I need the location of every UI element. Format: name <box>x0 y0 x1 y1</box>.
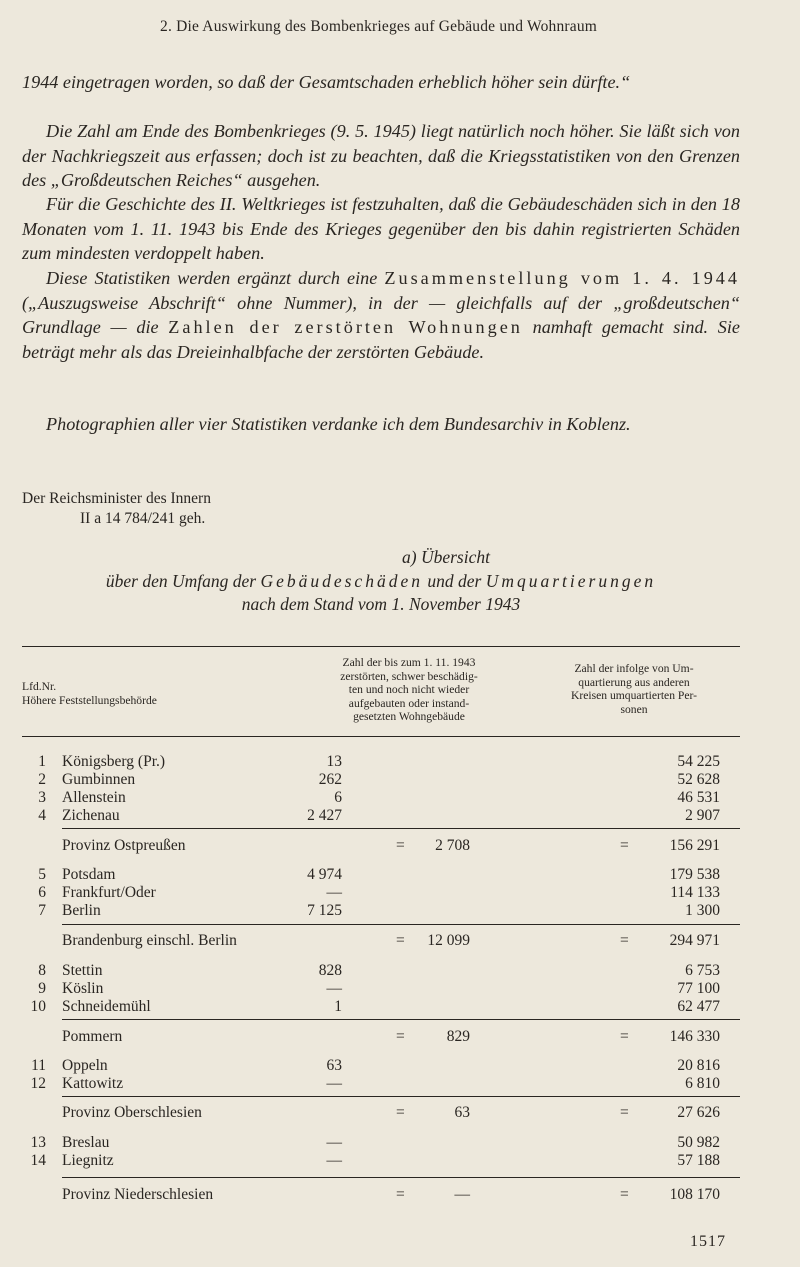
paragraph-1-text: 1944 eingetragen worden, so daß der Gesamtschaden erheblich höher sein dürfte.“ <box>22 72 631 92</box>
table-row <box>0 998 800 1018</box>
paragraph-3-text: Für die Geschichte des II. Weltkrieges ist festzuhalten, daß die Gebäudeschäden sich in den 18 Monaten vom 1. 11. 1943 bis Ende des Krieges gegenüber den bis dahin registrierten Schäden zum mindesten verdoppelt haben. <box>22 194 740 263</box>
subtotal-equals-sign: = <box>620 1186 629 1203</box>
col0-line-1: Lfd.Nr. <box>22 680 57 693</box>
row-relocated-persons: 77 100 <box>677 980 720 997</box>
paragraph-4-spaced-d: Zahlen der zerstörten Wohnungen <box>168 317 523 337</box>
col1-line-4: aufgebauten oder instand- <box>348 696 470 710</box>
row-relocated-persons: 57 188 <box>677 1152 720 1169</box>
row-number: 12 <box>30 1075 46 1092</box>
subtotal-equals-sign: = <box>620 932 629 949</box>
page-number: 1517 <box>690 1233 726 1250</box>
row-authority: Breslau <box>62 1134 110 1151</box>
subtotal-damaged-buildings: 12 099 <box>427 932 470 949</box>
subtotal-equals-sign: = <box>620 837 629 854</box>
row-relocated-persons: 20 816 <box>677 1057 720 1074</box>
subtotal-damaged-buildings: 2 708 <box>435 837 470 854</box>
row-relocated-persons: 179 538 <box>669 866 720 883</box>
running-header: 2. Die Auswirkung des Bombenkrieges auf Gebäude und Wohnraum <box>160 18 598 35</box>
subtotal-equals-sign: = <box>396 1186 405 1203</box>
paragraph-2-text: Die Zahl am Ende des Bombenkrieges (9. 5. 1945) liegt natürlich noch höher. Sie läßt sich von der Nachkriegszeit aus erfassen; doch ist zu beachten, daß die Kriegsstatistiken von den Grenzen des „Großdeutschen Reiches“ ausgehen. <box>22 121 740 190</box>
paragraph-4-text-a: Diese Statistiken werden ergänzt durch eine <box>46 268 385 288</box>
col2-line-3: Kreisen umquartierten Per- <box>571 689 697 702</box>
heading-text-c: und der <box>422 570 486 591</box>
row-damaged-buildings: 63 <box>326 1057 342 1074</box>
subtotal-region: Pommern <box>62 1028 123 1045</box>
heading-spaced-b: Gebäudeschäden <box>260 570 423 591</box>
subtotal-damaged-buildings: — <box>454 1186 470 1203</box>
row-number: 4 <box>38 807 46 824</box>
row-damaged-buildings: — <box>326 1152 342 1169</box>
table-row <box>0 789 800 809</box>
row-relocated-persons: 62 477 <box>677 998 720 1015</box>
row-authority: Allenstein <box>62 789 126 806</box>
row-relocated-persons: 54 225 <box>677 753 720 770</box>
heading-text-a: über den Umfang der <box>105 570 261 591</box>
col1-line-3: ten und noch nicht wieder <box>348 683 470 696</box>
row-damaged-buildings: — <box>326 980 342 997</box>
row-authority: Liegnitz <box>62 1152 114 1169</box>
subtotal-rule <box>62 1019 740 1020</box>
row-damaged-buildings: 6 <box>334 789 342 806</box>
subtotal-equals-sign: = <box>620 1104 629 1121</box>
row-number: 10 <box>30 998 46 1015</box>
subtotal-relocated-persons: 27 626 <box>677 1104 720 1121</box>
row-authority: Köslin <box>62 980 104 997</box>
row-authority: Berlin <box>62 902 101 919</box>
table-row <box>0 962 800 982</box>
row-damaged-buildings: 1 <box>334 998 342 1015</box>
row-relocated-persons: 114 133 <box>670 884 720 901</box>
subtotal-region: Provinz Niederschlesien <box>62 1186 214 1203</box>
row-number: 1 <box>38 753 46 770</box>
heading-spaced-d: Umquartierungen <box>485 570 657 591</box>
row-number: 6 <box>38 884 46 901</box>
subtotal-equals-sign: = <box>620 1028 629 1045</box>
row-damaged-buildings: 262 <box>318 771 342 788</box>
table-row <box>0 1152 800 1172</box>
col1-line-1: Zahl der bis zum 1. 11. 1943 <box>342 656 476 669</box>
row-number: 5 <box>38 866 46 883</box>
subtotal-region: Provinz Oberschlesien <box>62 1104 202 1121</box>
subtotal-rule <box>62 924 740 925</box>
row-authority: Frankfurt/Oder <box>62 884 156 901</box>
subtotal-equals-sign: = <box>396 837 405 854</box>
table-row <box>0 866 800 886</box>
subtotal-equals-sign: = <box>396 1104 405 1121</box>
ministry-file-number: II a 14 784/241 geh. <box>80 510 206 527</box>
row-relocated-persons: 6 753 <box>685 962 720 979</box>
subtotal-equals-sign: = <box>396 1028 405 1045</box>
row-number: 11 <box>31 1057 46 1074</box>
col1-line-2: zerstörten, schwer beschädig- <box>340 669 478 683</box>
row-relocated-persons: 1 300 <box>685 902 720 919</box>
col0-line-2: Höhere Feststellungsbehörde <box>22 693 157 707</box>
col2-line-1: Zahl der infolge von Um- <box>574 662 694 675</box>
subtotal-relocated-persons: 146 330 <box>669 1028 720 1045</box>
row-authority: Königsberg (Pr.) <box>62 753 166 770</box>
row-number: 7 <box>38 902 46 919</box>
heading-line-3: nach dem Stand vom 1. November 1943 <box>241 594 521 614</box>
paragraph-5-text: Photographien aller vier Statistiken verdanke ich dem Bundesarchiv in Koblenz. <box>46 414 631 434</box>
row-authority: Kattowitz <box>62 1075 124 1092</box>
row-damaged-buildings: — <box>326 884 342 901</box>
row-number: 9 <box>38 980 46 997</box>
subtotal-rule <box>62 828 740 829</box>
subtotal-rule <box>62 1177 740 1178</box>
table-row <box>0 902 800 922</box>
row-relocated-persons: 46 531 <box>677 789 720 806</box>
ministry-name: Der Reichsminister des Innern <box>22 490 211 507</box>
row-authority: Gumbinnen <box>62 771 136 788</box>
table-row <box>0 980 800 1000</box>
subtotal-region: Provinz Ostpreußen <box>62 837 186 854</box>
paragraph-4-text-c: („Auszugsweise Abschrift“ ohne Nummer), in der — gleichfalls auf der „großdeutschen“ Grundlage — die <box>22 292 740 337</box>
row-damaged-buildings: — <box>326 1075 342 1092</box>
row-number: 2 <box>38 771 46 788</box>
table-row <box>0 771 800 791</box>
col1-line-5: gesetzten Wohngebäude <box>353 710 465 723</box>
subtotal-relocated-persons: 156 291 <box>669 837 720 854</box>
row-authority: Oppeln <box>62 1057 108 1074</box>
table-subtotal-row <box>0 1104 800 1124</box>
row-authority: Stettin <box>62 962 103 979</box>
row-authority: Schneidemühl <box>62 998 151 1015</box>
row-damaged-buildings: 13 <box>326 753 342 770</box>
paragraph-4-text-e: namhaft gemacht sind. Sie beträgt mehr als das Dreieinhalbfache der zerstörten Gebäude. <box>22 317 740 362</box>
row-damaged-buildings: 2 427 <box>307 807 342 824</box>
col2-line-4: sonen <box>620 702 648 716</box>
row-damaged-buildings: 7 125 <box>307 902 342 919</box>
row-damaged-buildings: 828 <box>318 962 342 979</box>
row-number: 3 <box>38 789 46 806</box>
table-row <box>0 1134 800 1154</box>
row-relocated-persons: 52 628 <box>677 771 720 788</box>
subtotal-damaged-buildings: 63 <box>454 1104 470 1121</box>
paragraph-4-spaced-a: Zusammenstellung vom 1. 4. 1944 <box>384 268 740 288</box>
table-subtotal-row <box>0 932 800 952</box>
table-row <box>0 807 800 827</box>
table-subtotal-row <box>0 837 800 857</box>
row-authority: Potsdam <box>62 866 116 883</box>
table-row <box>0 753 800 773</box>
row-damaged-buildings: 4 974 <box>307 866 342 883</box>
row-relocated-persons: 6 810 <box>685 1075 720 1092</box>
subtotal-equals-sign: = <box>396 932 405 949</box>
subtotal-region: Brandenburg einschl. Berlin <box>62 932 237 949</box>
table-row <box>0 884 800 904</box>
subtotal-relocated-persons: 294 971 <box>669 932 720 949</box>
table-row <box>0 1057 800 1077</box>
subtotal-relocated-persons: 108 170 <box>669 1186 720 1203</box>
col2-line-2: quartierung aus anderen <box>578 675 690 689</box>
row-relocated-persons: 2 907 <box>685 807 720 824</box>
table-row <box>0 1075 800 1095</box>
row-number: 8 <box>38 962 46 979</box>
row-damaged-buildings: — <box>326 1134 342 1151</box>
subtotal-rule <box>62 1096 740 1097</box>
heading-line-1: a) Übersicht <box>402 547 490 567</box>
row-number: 14 <box>30 1152 46 1169</box>
row-authority: Zichenau <box>62 807 120 824</box>
row-relocated-persons: 50 982 <box>677 1134 720 1151</box>
row-number: 13 <box>30 1134 46 1151</box>
subtotal-damaged-buildings: 829 <box>446 1028 470 1045</box>
table-subtotal-row <box>0 1186 800 1206</box>
table-subtotal-row <box>0 1028 800 1048</box>
